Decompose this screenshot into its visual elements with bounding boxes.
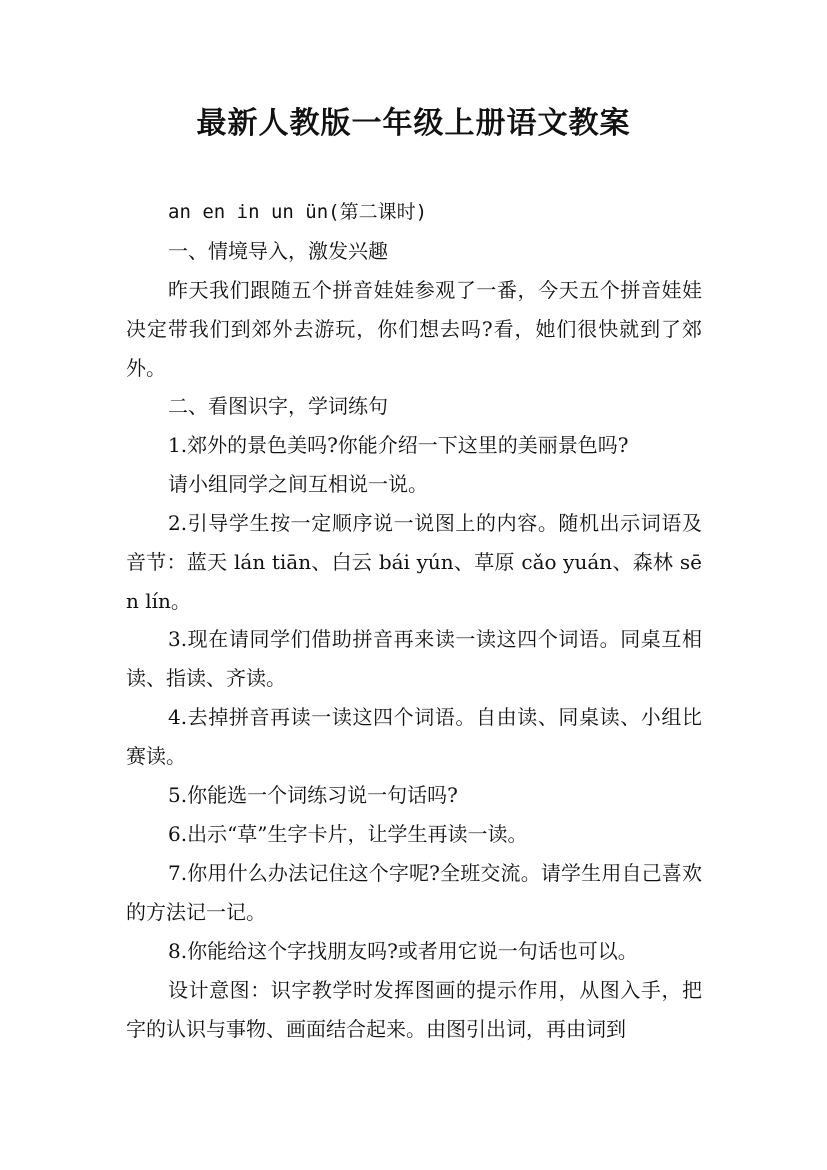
step-1-note: 请小组同学之间互相说一说。 [168, 472, 428, 496]
step-4: 4.去掉拼音再读一读这四个词语。自由读、同桌读、小组比赛读。 [126, 705, 702, 768]
section-heading-2: 二、看图识字，学词练句 [168, 394, 388, 418]
section-heading-1: 一、情境导入，激发兴趣 [168, 239, 388, 263]
design-intent: 设计意图：识字教学时发挥图画的提示作用，从图入手，把字的认识与事物、画面结合起来。由图引出词，再由词到 [126, 978, 702, 1041]
lesson-heading: an en in un ün(第二课时) [168, 201, 428, 223]
step-7: 7.你用什么办法记住这个字呢?全班交流。请学生用自己喜欢的方法记一记。 [126, 861, 702, 924]
paragraph-intro: 昨天我们跟随五个拼音娃娃参观了一番，今天五个拼音娃娃决定带我们到郊外去游玩，你们想去吗?看，她们很快就到了郊外。 [126, 278, 702, 380]
step-5: 5.你能选一个词练习说一句话吗? [168, 783, 458, 807]
step-1: 1.郊外的景色美吗?你能介绍一下这里的美丽景色吗? [168, 433, 629, 457]
step-2: 2.引导学生按一定顺序说一说图上的内容。随机出示词语及音节：蓝天 lán tiān、白云 bái yún、草原 cǎo yuán、森林 sēn lín。 [126, 511, 702, 613]
document-title: 最新人教版一年级上册语文教案 [196, 106, 631, 141]
step-6: 6.出示“草”生字卡片，让学生再读一读。 [168, 822, 528, 846]
step-8: 8.你能给这个字找朋友吗?或者用它说一句话也可以。 [168, 939, 638, 963]
step-3: 3.现在请同学们借助拼音再来读一读这四个词语。同桌互相读、指读、齐读。 [126, 627, 702, 690]
